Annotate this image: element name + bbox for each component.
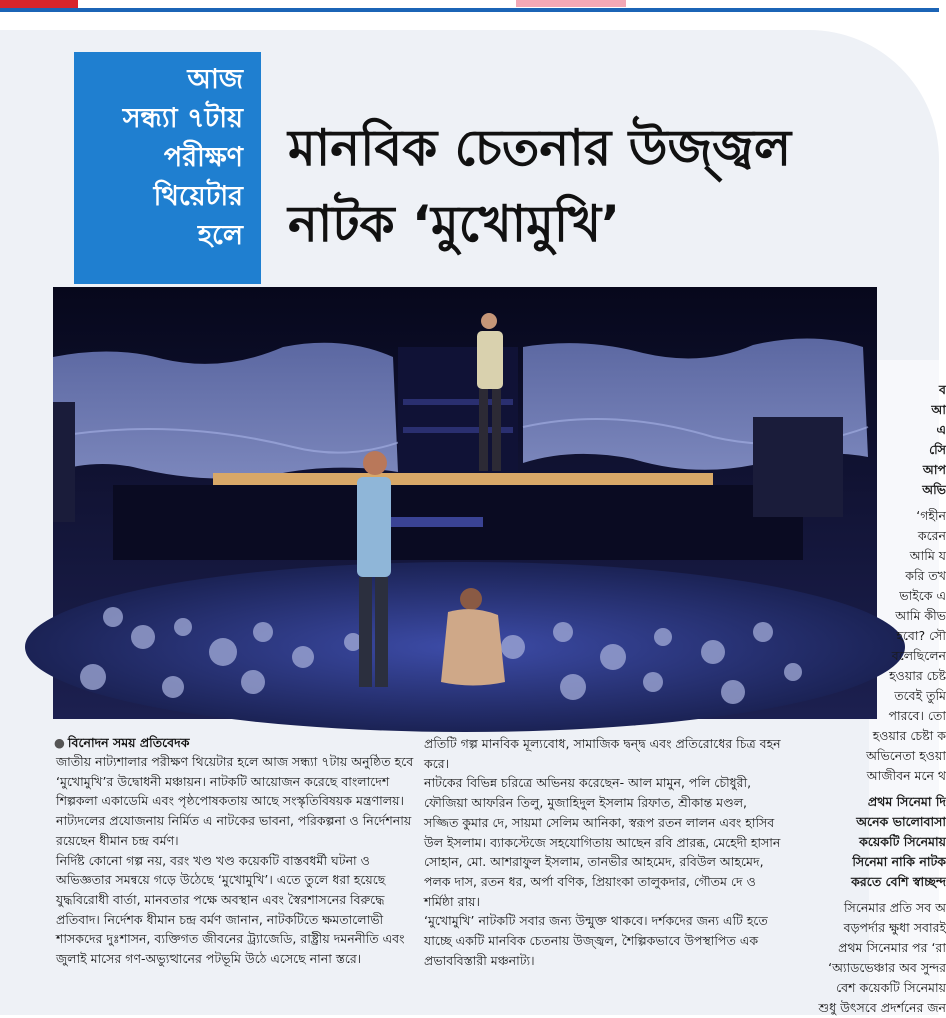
side-line: ভাইকে এ [899,588,946,603]
side-line: ‘গহীন [916,508,946,523]
side-question-block [796,792,946,892]
teaser-line: পরীক্ষণ [163,142,243,173]
side-line: প্রথম সিনেমার পর ‘রা [838,940,946,955]
side-middle-block [796,506,946,786]
side-line: অভি [922,482,946,497]
side-line: অভিনেতা হওয়া [866,748,946,763]
teaser-line: থিয়েটার [153,181,243,212]
side-line: পারবে। তো [888,708,946,723]
paragraph: নির্দিষ্ট কোনো গল্প নয়, বরং খণ্ড খণ্ড কয়েকটি বাস্তবধর্মী ঘটনা ও অভিজ্ঞতার সমন্বয়ে গড়ে উঠেছে ‘মুখোমুখি’। এতে তুলে ধরা হয়েছে যুদ্ধবিরোধী বার্তা, মানবতার পক্ষে অবস্থান এবং স্বৈরশাসনের বিরুদ্ধে প্রতিবাদ। নির্দেশক ধীমান চন্দ্র বর্মণ জানান, নাটকটিতে ক্ষমতালোভী শাসকদের দুঃশাসন, ব্যক্তিগত জীবনের ট্র্যাজেডি, রাষ্ট্রীয় দমননীতি এবং জুলাই মাসের গণ-অভ্যুত্থানের পটভূমি উঠে এসেছে নানা স্তরে। [56,852,405,967]
side-line: হওয়ার চেষ্ট [889,668,946,683]
teaser-line: সন্ধ্যা ৭টায় [122,103,243,134]
byline-text: বিনোদন সময় প্রতিবেদক [67,735,190,750]
side-line: হবো? সৌ [896,628,946,643]
headline-line-2: নাটক ‘মুখোমুখি’ [288,195,621,253]
side-line: আমি কীভ [895,608,946,623]
top-image-strip [516,0,626,7]
side-line: ‘অ্যাডভেঞ্চার অব সুন্দর [828,960,946,975]
article-column-2 [424,734,784,970]
side-line: করি তখ [905,568,946,583]
side-line: অনেক ভালোবাসা [856,814,946,829]
paragraph: প্রতিটি গল্প মানবিক মূল্যবোধ, সামাজিক দ্বন্দ্ব এবং প্রতিরোধের চিত্র বহন করে। [424,736,781,771]
side-line: হওয়ার চেষ্টা ক [872,728,946,743]
side-line: সিনেমার প্রতি সব অ [843,900,946,915]
paragraph: ‘মুখোমুখি’ নাটকটি সবার জন্য উন্মুক্ত থাকবে। দর্শকদের জন্য এটি হতে যাচ্ছে একটি মানবিক চেতনায় উজ্জ্বল, শৈল্পিকভাবে উপস্থাপিত এক প্রভাববিস্তারী মঞ্চনাট্য। [424,913,768,968]
side-bottom-block [796,898,946,1018]
side-line: আ [931,402,946,417]
side-line: কয়েকটি সিনেমায় [859,834,946,849]
side-line: সিে [929,442,946,457]
side-line: শুধু উৎসবে প্রদর্শনের জন [818,1000,946,1015]
teaser-line: হলে [197,220,243,251]
stage-photo [53,287,877,719]
side-line: বড়পর্দার ক্ষুধা সবারই [843,920,946,935]
adjacent-article-clipped [796,380,946,1018]
side-line: করতে বেশি স্বাচ্ছন্দ [851,874,946,889]
article-column-1 [56,752,416,969]
top-rule [0,8,939,12]
event-teaser-box [74,52,261,284]
side-line: করেন [917,528,946,543]
paragraph: নাটকের বিভিন্ন চরিত্রে অভিনয় করেছেন- আল মামুন, পলি চৌধুরী, ফৌজিয়া আফরিন তিলু, মুজাহিদুল ইসলাম রিফাত, শ্রীকান্ত মণ্ডল, সজ্জিত কুমার দে, সায়মা সেলিম আনিকা, স্বরূপ রতন লালন এবং হাসিব উল ইসলাম। ব্যাকস্টেজে সহযোগিতায় আছেন রবি প্রারব্ধ, মেহেদী হাসান সোহান, মো. আশরাফুল ইসলাম, তানভীর আহমেদ, রবিউল আহমেদ, পলক দাস, রতন ধর, অর্পা বণিক, প্রিয়াংকা তালুকদার, গৌতম দে ও শর্মিষ্ঠা রায়। [424,775,781,909]
paragraph: জাতীয় নাট্যশালার পরীক্ষণ থিয়েটার হলে আজ সন্ধ্যা ৭টায় অনুষ্ঠিত হবে ‘মুখোমুখি’র উদ্বোধনী মঞ্চায়ন। নাটকটি আয়োজন করেছে বাংলাদেশ শিল্পকলা একাডেমি এবং পৃষ্ঠপোষকতায় আছে সংস্কৃতিবিষয়ক মন্ত্রণালয়। নাট্যদলের প্রযোজনায় নির্মিত এ নাটকের ভাবনা, পরিকল্পনা ও নির্দেশনায় রয়েছেন ধীমান চন্দ্র বর্মণ। [56,754,414,848]
side-line: বেশ কয়েকটি সিনেমায় [836,980,946,995]
stage-photo-illustration [53,287,877,719]
side-line: আমি য [909,548,946,563]
headline-line-1: মানবিক চেতনার উজ্জ্বল [288,119,792,177]
headline [288,110,888,262]
side-line: সিনেমা নাকি নাটক [852,854,946,869]
side-line: তবেই তুমি [894,688,946,703]
side-line: এ [936,422,946,437]
side-line: বলেছিলেন [891,648,946,663]
side-line: প্রথম সিনেমা দি [867,794,946,809]
side-top-block [796,380,946,500]
bullet-icon: ● [54,735,65,750]
side-line: আপ [922,462,946,477]
teaser-line: আজ [187,64,243,95]
side-line: আজীবন মনে থ [866,768,946,783]
side-line: ব [939,382,946,397]
